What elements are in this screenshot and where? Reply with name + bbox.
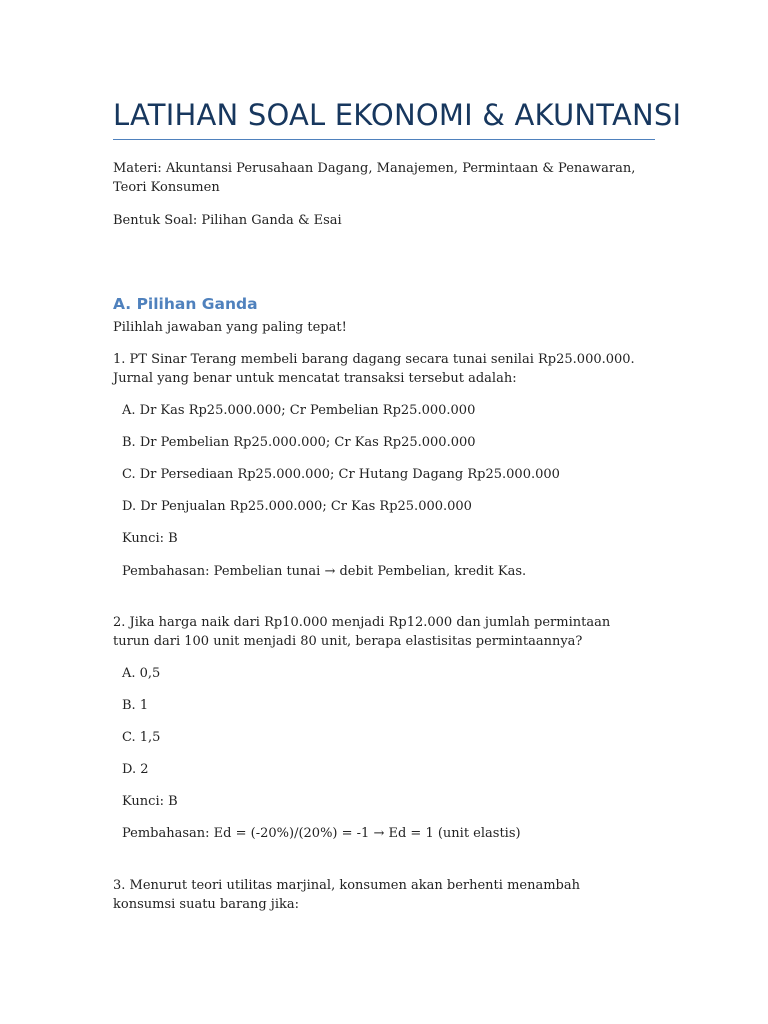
question-1-key: Kunci: B (122, 531, 178, 546)
question-2-text: 2. Jika harga naik dari Rp10.000 menjadi Rp12.000 dan jumlah permintaan turun dari 100 unit menjadi 80 unit, berapa elastisitas permintaannya? (113, 615, 611, 649)
section-a-instruction: Pilihlah jawaban yang paling tepat! (113, 320, 347, 335)
question-2-discussion: Pembahasan: Ed = (-20%)/(20%) = -1 → Ed = 1 (unit elastis) (122, 826, 521, 841)
question-1-option-c: C. Dr Persediaan Rp25.000.000; Cr Hutang Dagang Rp25.000.000 (122, 467, 560, 482)
question-2-key: Kunci: B (122, 794, 178, 809)
question-2-option-d: D. 2 (122, 762, 149, 777)
question-1-option-d: D. Dr Penjualan Rp25.000.000; Cr Kas Rp25.000.000 (122, 499, 472, 514)
document-title: LATIHAN SOAL EKONOMI & AKUNTANSI (113, 98, 682, 132)
section-a-heading: A. Pilihan Ganda (113, 295, 258, 313)
question-2-option-a: A. 0,5 (122, 666, 161, 681)
question-1-option-b: B. Dr Pembelian Rp25.000.000; Cr Kas Rp25.000.000 (122, 435, 476, 450)
bentuk-soal-text: Bentuk Soal: Pilihan Ganda & Esai (113, 213, 342, 228)
question-2-option-c: C. 1,5 (122, 730, 161, 745)
materi-text: Materi: Akuntansi Perusahaan Dagang, Manajemen, Permintaan & Penawaran, Teori Konsumen (113, 161, 636, 195)
question-1-discussion: Pembahasan: Pembelian tunai → debit Pembelian, kredit Kas. (122, 564, 527, 579)
title-underline (113, 139, 655, 140)
question-1-text: 1. PT Sinar Terang membeli barang dagang secara tunai senilai Rp25.000.000. Jurnal yang benar untuk mencatat transaksi tersebut adalah: (113, 352, 635, 386)
question-2-option-b: B. 1 (122, 698, 149, 713)
question-3-text: 3. Menurut teori utilitas marjinal, konsumen akan berhenti menambah konsumsi suatu barang jika: (113, 878, 580, 912)
question-1-option-a: A. Dr Kas Rp25.000.000; Cr Pembelian Rp25.000.000 (122, 403, 476, 418)
